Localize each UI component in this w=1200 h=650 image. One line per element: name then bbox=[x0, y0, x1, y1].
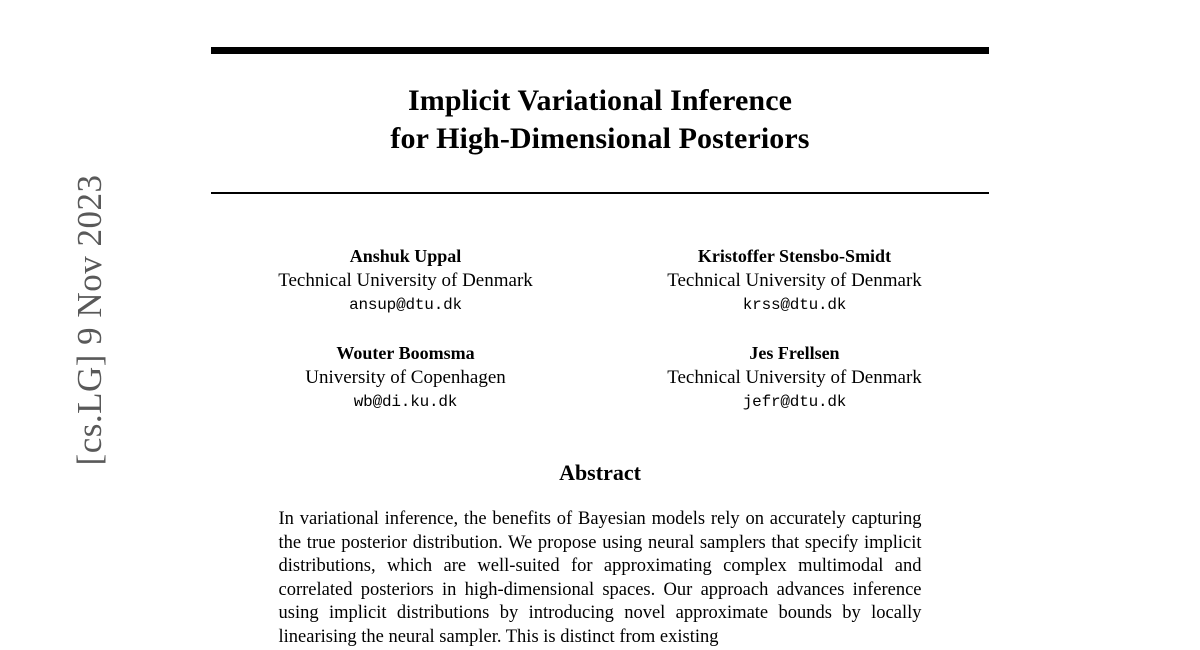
author-affiliation: Technical University of Denmark bbox=[667, 367, 922, 388]
arxiv-stamp bbox=[0, 0, 110, 648]
author-email: wb@di.ku.dk bbox=[353, 393, 458, 411]
author-block bbox=[211, 244, 600, 317]
author-affiliation: University of Copenhagen bbox=[305, 367, 506, 388]
title-rule-top bbox=[211, 47, 989, 54]
abstract-text: In variational inference, the benefits of Bayesian models rely on accurately capturing the true posterior distribution. We propose using neural samplers that specify implicit distributions, which are well-suited for approximating complex multimodal and correlated posteriors in high-dimensional spaces. Our approach advances inference using implicit distributions by introducing novel approximate bounds by locally linearising the neural sampler. This is distinct from existing bbox=[278, 509, 922, 647]
author-affiliation: Technical University of Denmark bbox=[278, 270, 533, 291]
author-list bbox=[211, 244, 989, 414]
author-email: krss@dtu.dk bbox=[742, 296, 847, 314]
author-name: Wouter Boomsma bbox=[336, 343, 475, 363]
author-affiliation: Technical University of Denmark bbox=[667, 270, 922, 291]
page-title-line-1: Implicit Variational Inference bbox=[407, 84, 793, 117]
author-email: ansup@dtu.dk bbox=[349, 296, 462, 314]
author-name: Anshuk Uppal bbox=[349, 246, 462, 266]
page-title bbox=[211, 54, 989, 180]
author-block bbox=[211, 341, 600, 414]
title-rule-bottom bbox=[211, 192, 989, 194]
author-block bbox=[600, 244, 989, 317]
abstract-heading: Abstract bbox=[559, 460, 641, 485]
arxiv-stamp-text: [cs.LG] 9 Nov 2023 bbox=[70, 174, 109, 466]
author-email: jefr@dtu.dk bbox=[742, 393, 847, 411]
author-name: Kristoffer Stensbo-Smidt bbox=[697, 246, 892, 266]
page-title-line-2: for High-Dimensional Posteriors bbox=[390, 122, 810, 155]
paper-page bbox=[211, 0, 989, 648]
author-block bbox=[600, 341, 989, 414]
author-name: Jes Frellsen bbox=[749, 343, 840, 363]
